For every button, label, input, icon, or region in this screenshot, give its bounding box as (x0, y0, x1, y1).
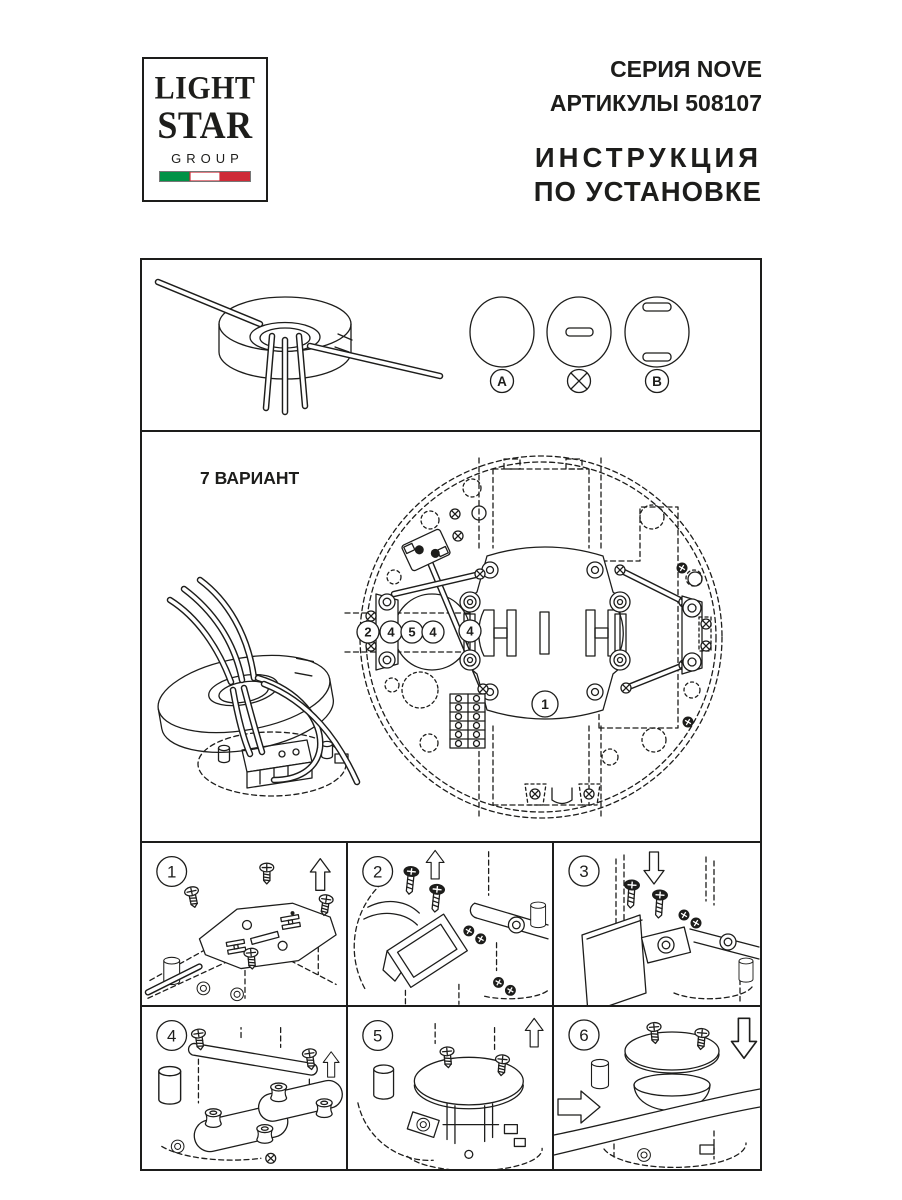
series-title: СЕРИЯ NOVE (610, 56, 762, 82)
step-number-badge (363, 1021, 393, 1051)
bulb-type-double-slot (625, 297, 689, 367)
callout-2 (357, 621, 379, 643)
step-panel-5 (348, 1007, 554, 1169)
logo-word-light: LIGHT (154, 70, 256, 107)
screw-icon (402, 866, 420, 895)
lightstar-logo (142, 57, 268, 202)
italian-flag-stripe (159, 171, 251, 182)
svg-text:B: B (652, 374, 662, 389)
callout-1 (532, 691, 558, 717)
doc-title-line2: ПО УСТАНОВКЕ (533, 176, 762, 207)
step-2-drawing (348, 843, 552, 1005)
variant-diagram (142, 432, 760, 841)
installation-steps (142, 843, 760, 1169)
step-6-drawing (554, 1007, 760, 1169)
arrow-up-icon (310, 859, 330, 891)
arrow-right-icon (558, 1091, 600, 1123)
terminal-block (450, 694, 485, 748)
mounting-bracket (375, 914, 467, 995)
svg-text:4: 4 (387, 624, 395, 640)
svg-text:4: 4 (466, 623, 474, 639)
step-panel-3 (554, 843, 760, 1007)
step-panel-2 (348, 843, 554, 1007)
legend-panel (142, 260, 760, 432)
svg-text:A: A (497, 374, 507, 389)
header (534, 56, 762, 207)
step-4-drawing (142, 1007, 346, 1169)
svg-text:2: 2 (373, 862, 383, 882)
screw-icon (184, 886, 202, 909)
right-bracket (677, 563, 712, 728)
variant-panel (142, 432, 760, 843)
crossed-circle-symbol (568, 370, 591, 393)
step-panel-1 (142, 843, 348, 1007)
callout-4c (459, 620, 481, 642)
svg-text:5: 5 (373, 1026, 383, 1046)
step-panel-6 (554, 1007, 760, 1169)
canopy-wiring-detail (152, 580, 357, 796)
svg-text:6: 6 (579, 1026, 589, 1045)
logo-word-star: STAR (157, 103, 253, 147)
step-number-badge (157, 1021, 187, 1051)
bulb-type-plain (470, 297, 534, 367)
step-number-badge (157, 857, 187, 887)
arrow-up-icon (525, 1018, 543, 1047)
svg-text:1: 1 (167, 862, 177, 882)
svg-text:5: 5 (408, 624, 416, 640)
logo-word-group: GROUP (171, 151, 244, 166)
label-b (646, 370, 669, 393)
step-number-badge (569, 856, 599, 886)
callout-4a (380, 621, 402, 643)
arrow-up-icon (426, 850, 444, 879)
step-number-badge (363, 857, 393, 887)
arrow-down-icon (644, 852, 664, 884)
step-5-drawing (348, 1007, 552, 1169)
doc-title-line1: ИНСТРУКЦИЯ (534, 142, 762, 173)
svg-text:4: 4 (429, 624, 437, 640)
svg-text:4: 4 (167, 1026, 177, 1046)
ceiling-cup-drawing (158, 282, 440, 412)
bulb-type-single-slot (547, 297, 611, 367)
content-frame (140, 258, 762, 1171)
svg-text:2: 2 (364, 624, 372, 640)
arrow-up-icon (323, 1052, 339, 1077)
callout-5 (401, 621, 423, 643)
svg-text:3: 3 (579, 862, 589, 881)
label-a (491, 370, 514, 393)
variant-title: 7 ВАРИАНТ (200, 468, 300, 488)
svg-text:1: 1 (541, 696, 549, 712)
cable-clamp (401, 528, 451, 571)
step-number-badge (569, 1020, 599, 1050)
article-number: АРТИКУЛЫ 508107 (549, 90, 762, 116)
legend-drawing (142, 260, 760, 430)
step-3-drawing (554, 843, 760, 1005)
step-1-drawing (142, 843, 346, 1005)
step-panel-4 (142, 1007, 348, 1169)
arrow-down-icon (732, 1018, 757, 1058)
screw-icon (623, 879, 640, 908)
callout-4b (422, 621, 444, 643)
